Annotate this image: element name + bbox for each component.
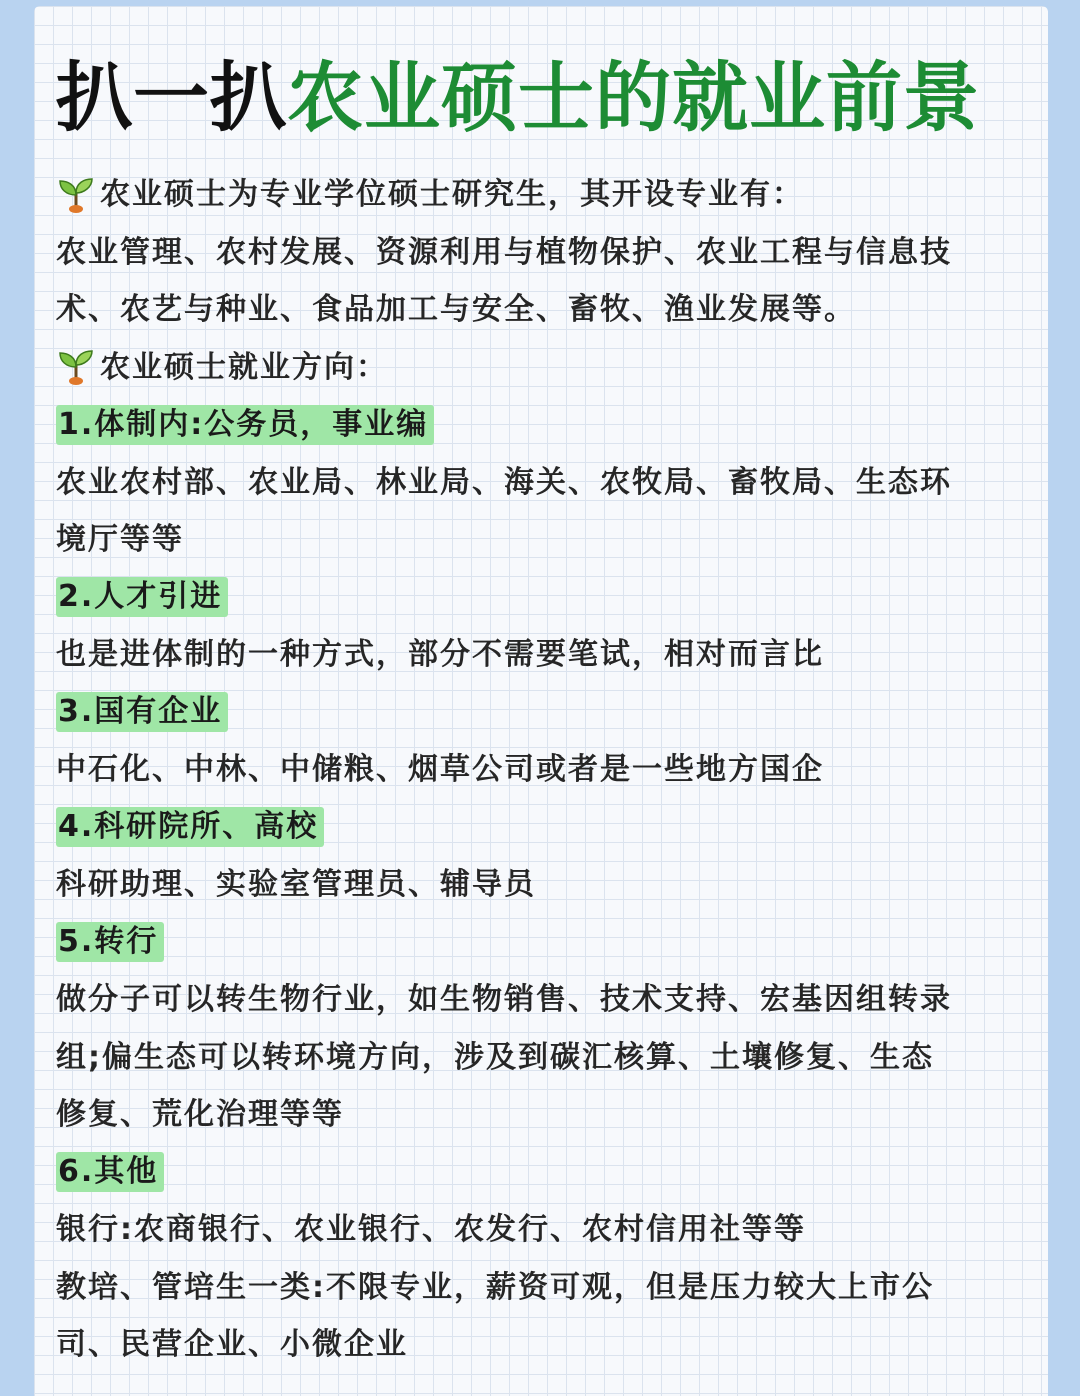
section-heading-highlight: 2.人才引进 (56, 577, 228, 617)
section-heading-3 (56, 684, 1036, 742)
section-line: 银行:农商银行、农业银行、农发行、农村信用社等等 (56, 1212, 806, 1247)
section-line: 中石化、中林、中储粮、烟草公司或者是一些地方国企 (56, 752, 824, 787)
section-heading-1 (56, 396, 1036, 454)
sprout-icon (56, 347, 96, 387)
directions-heading-line (56, 339, 1036, 397)
section-line: 做分子可以转生物行业，如生物销售、技术支持、宏基因组转录 (56, 982, 952, 1017)
section-heading-5 (56, 914, 1036, 972)
section-line: 科研助理、实验室管理员、辅导员 (56, 867, 536, 902)
intro-text-1: 农业硕士为专业学位硕士研究生，其开设专业有： (100, 177, 804, 212)
section-heading-highlight: 5.转行 (56, 922, 164, 962)
section-heading-2 (56, 569, 1036, 627)
page-title (56, 53, 1036, 142)
directions-heading: 农业硕士就业方向： (100, 349, 388, 385)
section-line: 农业农村部、农业局、林业局、海关、农牧局、畜牧局、生态环 (56, 464, 952, 500)
intro-text-2: 农业管理、农村发展、资源利用与植物保护、农业工程与信息技 (56, 234, 952, 270)
sprout-icon (56, 175, 96, 215)
section-heading-highlight: 1.体制内:公务员，事业编 (56, 405, 434, 445)
article (56, 53, 1036, 1374)
section-heading-highlight: 3.国有企业 (56, 692, 228, 732)
intro-text-3: 术、农艺与种业、食品加工与安全、畜牧、渔业发展等。 (56, 292, 856, 327)
title-part-black: 扒一扒 (56, 53, 287, 142)
intro-line (56, 166, 1036, 224)
section-line: 司、民营企业、小微企业 (56, 1327, 408, 1362)
section-line: 修复、荒化治理等等 (56, 1097, 344, 1132)
section-line: 境厅等等 (56, 522, 184, 557)
section-line: 也是进体制的一种方式，部分不需要笔试，相对而言比 (56, 637, 824, 672)
section-heading-6 (56, 1144, 1036, 1202)
section-heading-4 (56, 799, 1036, 857)
section-heading-highlight: 4.科研院所、高校 (56, 807, 324, 847)
section-line: 教培、管培生一类:不限专业，薪资可观，但是压力较大上市公 (56, 1269, 934, 1305)
section-line: 组;偏生态可以转环境方向，涉及到碳汇核算、土壤修复、生态 (56, 1039, 934, 1075)
section-heading-highlight: 6.其他 (56, 1152, 164, 1192)
title-part-green: 农业硕士的就业前景 (287, 53, 980, 142)
